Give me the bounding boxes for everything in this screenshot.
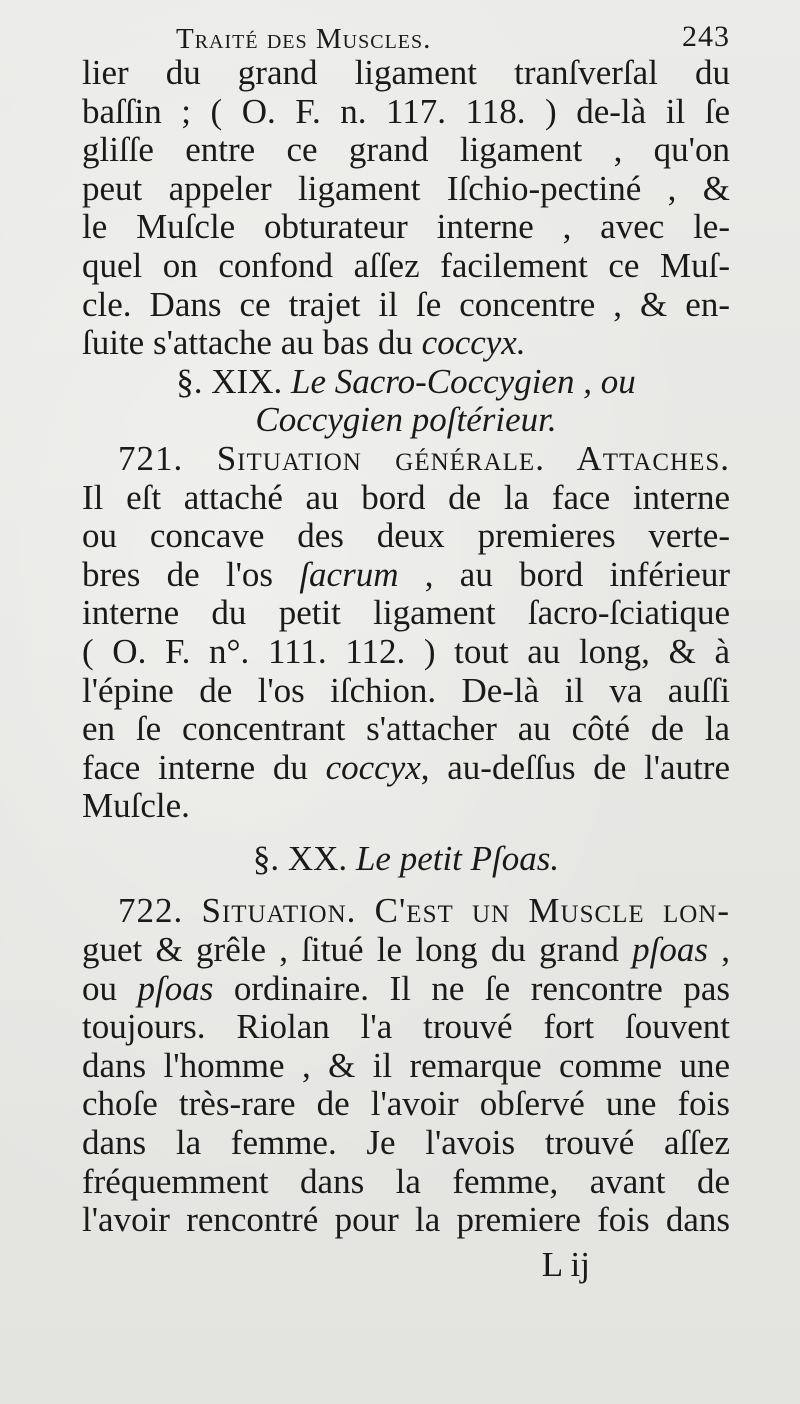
text-line: en ſe concentrant s'attacher au côté de la xyxy=(82,709,730,749)
text-line: Il eſt attaché au bord de la face interne xyxy=(82,477,730,517)
text-line: lier du grand ligament tranſverſal du xyxy=(82,53,730,92)
text-line: choſe très-rare de l'avoir obſervé une fois xyxy=(82,1084,730,1124)
text-run: , au-deſſus de l'autre xyxy=(420,747,730,787)
text-line xyxy=(82,749,730,788)
text-line: dans l'homme , & il remarque comme une xyxy=(82,1045,730,1085)
section-heading-19 xyxy=(82,363,730,402)
text-run: ordinaire. Il ne ſe rencontre pas xyxy=(213,968,731,1008)
text-run: ou xyxy=(82,968,138,1008)
text-line: ( O. F. n°. 111. 112. ) tout au long, & à xyxy=(82,631,730,671)
page-number: 243 xyxy=(682,20,730,53)
text-line: l'épine de l'os iſchion. De-là il va auſſi xyxy=(82,670,730,710)
page-text xyxy=(82,14,730,1284)
text-run: , au bord inférieur xyxy=(398,554,730,594)
spacer xyxy=(82,878,730,892)
section-title: Le petit Pſoas. xyxy=(355,838,560,878)
text-line: peut appeler ligament Iſchio-pectiné , & xyxy=(82,168,730,208)
text-line xyxy=(82,324,730,363)
text-run: , xyxy=(707,930,731,970)
paragraph-heading: 722. Situation. C'eſt un Muſcle lon- xyxy=(118,891,730,931)
text-line: cle. Dans ce trajet il ſe concentre , & en- xyxy=(82,284,730,324)
text-line: dans la femme. Je l'avois trouvé aſſez xyxy=(82,1123,730,1163)
italic-term: pſoas xyxy=(137,968,214,1008)
italic-term: coccyx xyxy=(325,747,421,787)
italic-term: ſacrum xyxy=(299,554,399,594)
section-number: §. XX. xyxy=(252,838,348,878)
italic-term: pſoas xyxy=(632,930,708,970)
text-line: baſſin ; ( O. F. n. 117. 118. ) de-là il ſe xyxy=(82,91,730,131)
text-line: ou concave des deux premieres verte- xyxy=(82,516,730,556)
text-line: interne du petit ligament ſacro-ſciatique xyxy=(82,593,730,633)
running-title: Traité des Muscles. xyxy=(176,23,432,55)
running-header xyxy=(82,14,730,54)
text-line: l'avoir rencontré pour la premiere fois dans xyxy=(82,1200,730,1240)
catchword: L ij xyxy=(541,1244,590,1284)
section-heading-20 xyxy=(82,840,730,879)
text-run: ſuite s'attache au bas du xyxy=(82,323,422,363)
text-run: bres de l'os xyxy=(82,554,300,594)
text-line: toujours. Riolan l'a trouvé fort ſouvent xyxy=(82,1007,730,1047)
text-run: guet & grêle , ſitué le long du grand xyxy=(82,930,633,970)
paragraph-lead xyxy=(82,892,730,931)
text-run: face interne du xyxy=(82,747,326,787)
text-line: fréquemment dans la femme, avant de xyxy=(82,1161,730,1201)
text-line: Muſcle. xyxy=(82,786,190,826)
paragraph-lead xyxy=(82,440,730,479)
text-line xyxy=(82,931,730,970)
section-title: Le Sacro-Coccygien , ou xyxy=(290,361,636,401)
italic-term: coccyx. xyxy=(421,323,526,363)
text-line xyxy=(82,970,730,1009)
section-heading-19-cont: Coccygien poſtérieur. xyxy=(255,400,557,440)
text-line xyxy=(82,556,730,595)
text-line: le Muſcle obturateur interne , avec le- xyxy=(82,207,730,247)
spacer xyxy=(82,826,730,840)
text-line: quel on confond aſſez facilement ce Muſ- xyxy=(82,245,730,285)
section-number: §. XIX. xyxy=(176,361,283,401)
paragraph-heading: 721. Situation générale. Attaches. xyxy=(118,438,730,478)
text-line: gliſſe entre ce grand ligament , qu'on xyxy=(82,130,730,170)
